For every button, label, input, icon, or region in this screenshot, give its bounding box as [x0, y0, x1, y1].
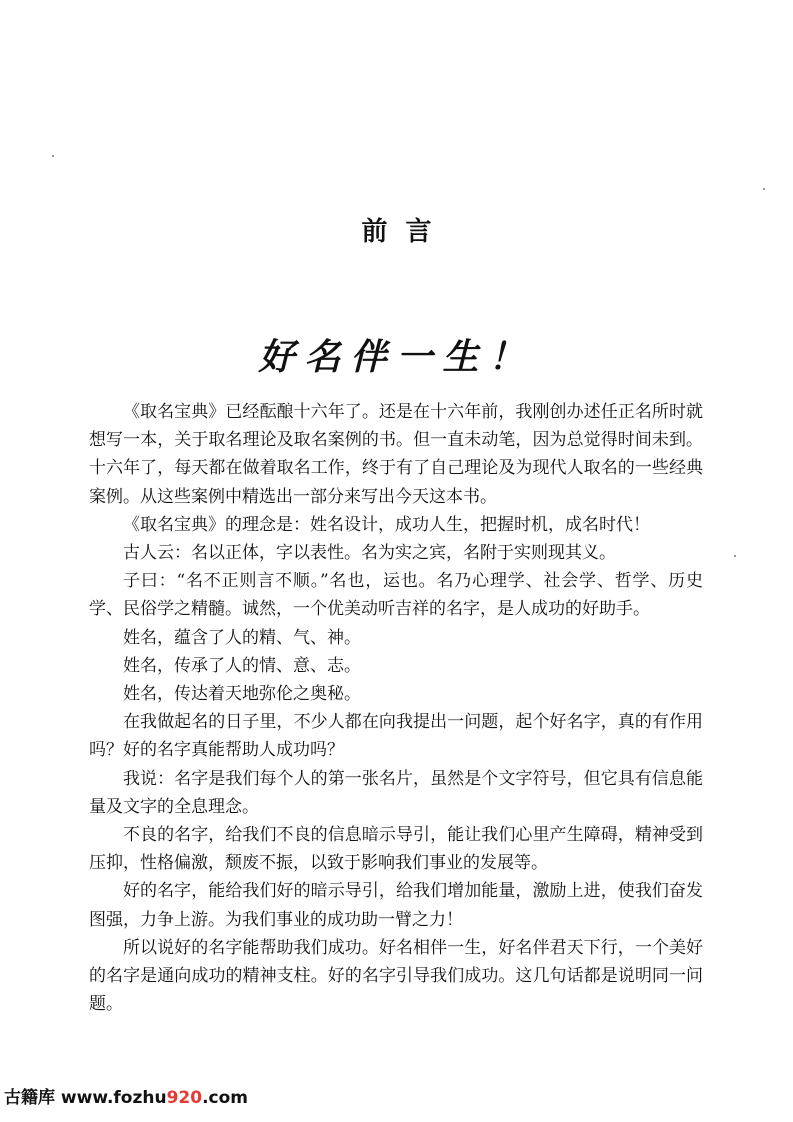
watermark-url-prefix: www.fozhu [55, 1088, 167, 1108]
paragraph: 不良的名字，给我们不良的信息暗示导引，能让我们心里产生障碍，精神受到压抑，性格偏激，颓废不振，以致于影响我们事业的发展等。 [89, 825, 703, 874]
scan-speck [52, 155, 54, 157]
paragraph: 《取名宝典》的理念是：姓名设计，成功人生，把握时机，成名时代！ [123, 514, 650, 535]
watermark-url-suffix: .com [202, 1088, 249, 1108]
paragraph: 姓名，传承了人的情、意、志。 [123, 655, 361, 676]
paragraph: 《取名宝典》已经酝酿十六年了。还是在十六年前，我刚创办述任正名所时就想写一本，关于取名理论及取名案例的书。但一直未动笔，因为总觉得时间未到。十六年了，每天都在做着取名工作，终于有了自己理论及为现代人取名的一些经典案例。从这些案例中精选出一部分来写出今天这本书。 [89, 402, 703, 507]
page-subtitle: 好名伴一生！ [258, 336, 535, 378]
paragraph: 姓名，蕴含了人的精、气、神。 [123, 627, 361, 648]
scan-speck [734, 555, 736, 557]
watermark-site-name: 古籍库 [4, 1088, 55, 1108]
paragraph: 好的名字，能给我们好的暗示导引，给我们增加能量，激励上进，使我们奋发图强，力争上游。为我们事业的成功助一臂之力！ [89, 881, 703, 930]
site-watermark [4, 1087, 248, 1109]
paragraph: 我说：名字是我们每个人的第一张名片，虽然是个文字符号，但它具有信息能量及文字的全息理念。 [89, 768, 703, 817]
scan-speck [763, 188, 765, 190]
paragraph: 在我做起名的日子里，不少人都在向我提出一问题，起个好名字，真的有作用吗？好的名字真能帮助人成功吗？ [89, 712, 703, 761]
paragraph: 子曰：“名不正则言不顺。”名也，运也。名乃心理学、社会学、哲学、历史学、民俗学之精髓。诚然，一个优美动听吉祥的名字，是人成功的好助手。 [89, 571, 703, 620]
watermark-url-highlight: 920 [166, 1088, 203, 1108]
paragraph: 所以说好的名字能帮助我们成功。好名相伴一生，好名伴君天下行，一个美好的名字是通向成功的精神支柱。好的名字引导我们成功。这几句话都是说明同一问题。 [89, 937, 703, 1015]
paragraph: 古人云：名以正体，字以表性。名为实之宾，名附于实则现其义。 [123, 543, 616, 564]
body-text [89, 398, 703, 1018]
page-heading: 前言 [361, 217, 450, 247]
paragraph: 姓名，传达着天地弥伦之奥秘。 [123, 684, 361, 705]
